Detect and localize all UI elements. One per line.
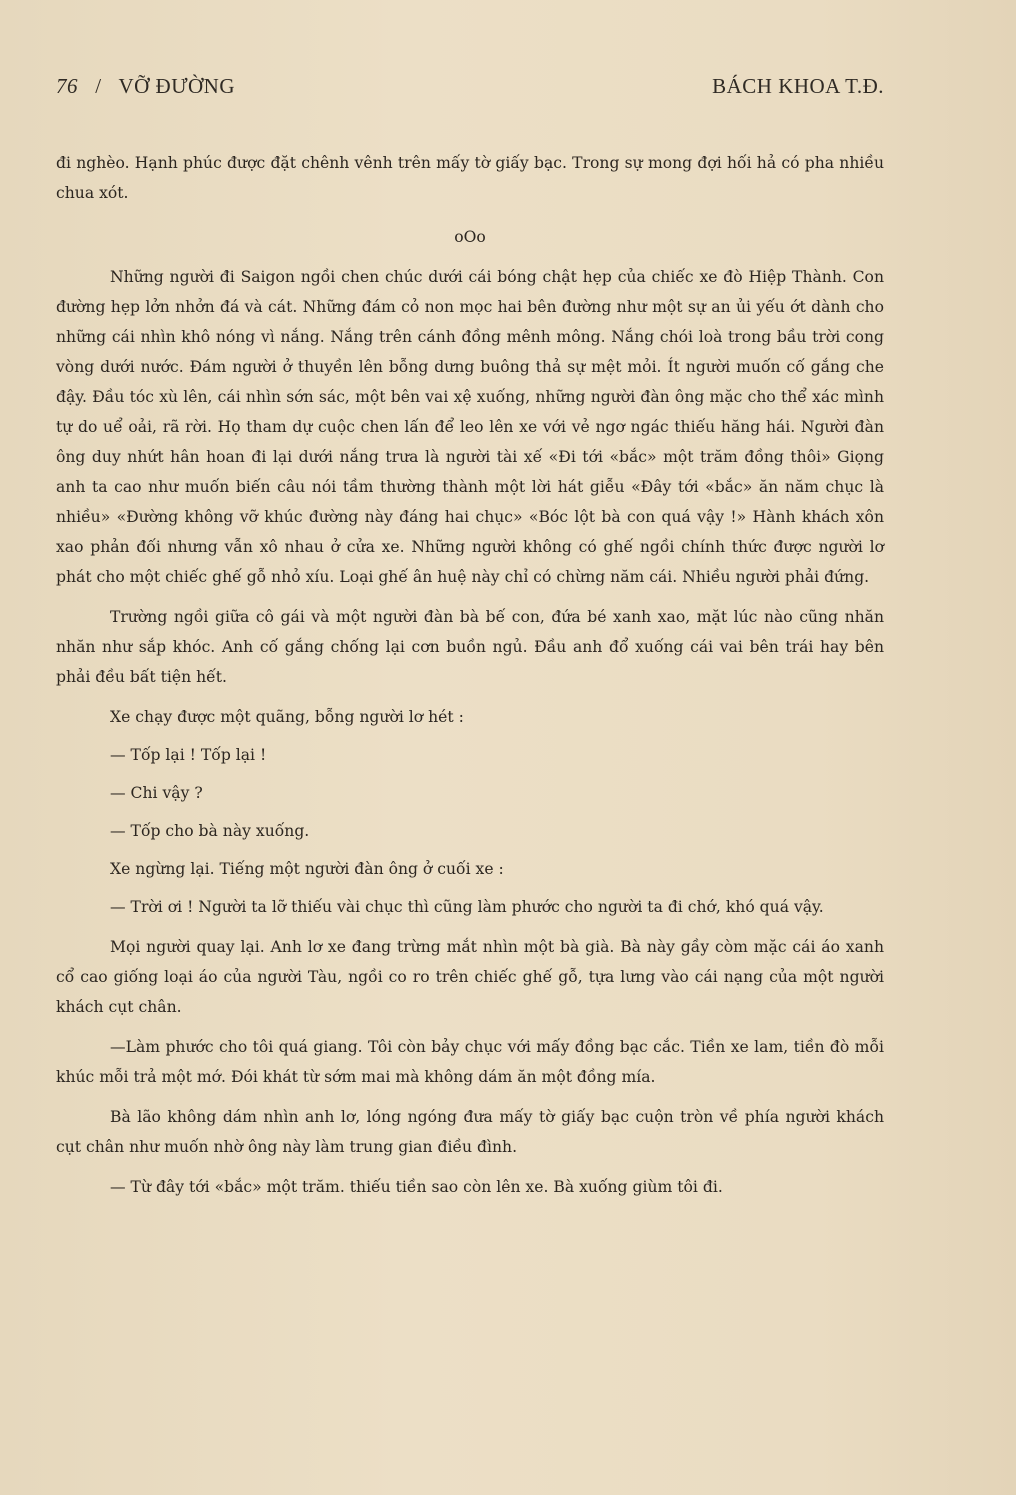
dialogue-line: — Tốp lại ! Tốp lại ! (110, 746, 267, 764)
header-left (56, 74, 235, 99)
dialogue-line: — Tốp cho bà này xuống. (110, 822, 310, 840)
paragraph: Những người đi Saigon ngồi chen chúc dưới cái bóng chật hẹp của chiếc xe đò Hiệp Thành. Con đường hẹp lởn nhởn đá và cát. Những đám cỏ non mọc hai bên đường như một sự an ủi yếu ớt dành cho những cái nhìn khô nóng vì nắng. Nắng trên cánh đồng mênh mông. Nắng chói loà trong bầu trời cong vòng dưới nước. Đám người ở thuyền lên bỗng dưng buông thả sự mệt mỏi. Ít người muốn cố gắng che đậy. Đầu tóc xù lên, cái nhìn sớn sác, một bên vai xệ xuống, những người đàn ông mặc cho thể xác mình tự do uể oải, rã rời. Họ tham dự cuộc chen lấn để leo lên xe với vẻ ngơ ngác thiếu hăng hái. Người đàn ông duy nhứt hân hoan đi lại dưới nắng trưa là người tài xế «Đi tới «bắc» một trăm đồng thôi» Giọng anh ta cao như muốn biến câu nói tầm thường thành một lời hát giễu «Đây tới «bắc» ăn năm chục là nhiều» «Đường không vỡ khúc đường này đáng hai chục» «Bóc lột bà con quá vậy !» Hành khách xôn xao phản đối nhưng vẫn xô nhau ở cửa xe. Những người không có ghế ngồi chính thức được người lơ phát cho một chiếc ghế gỗ nhỏ xíu. Loại ghế ân huệ này chỉ có chừng năm cái. Nhiều người phải đứng. (56, 268, 884, 586)
page-header (56, 74, 884, 110)
dialogue-line: —Làm phước cho tôi quá giang. Tôi còn bảy chục với mấy đồng bạc cắc. Tiền xe lam, tiền đò mỗi khúc mỗi trả một mớ. Đói khát từ sớm mai mà không dám ăn một đồng mía. (56, 1038, 884, 1086)
paragraph-continued: đi nghèo. Hạnh phúc được đặt chênh vênh trên mấy tờ giấy bạc. Trong sự mong đợi hối hả có pha nhiều chua xót. (56, 154, 884, 202)
section-separator: oOo (454, 228, 486, 246)
section-title: VỠ ĐƯỜNG (118, 74, 236, 98)
dialogue-line: — Từ đây tới «bắc» một trăm. thiếu tiền sao còn lên xe. Bà xuống giùm tôi đi. (110, 1178, 723, 1196)
paragraph: Bà lão không dám nhìn anh lơ, lóng ngóng đưa mấy tờ giấy bạc cuộn tròn về phía người khách cụt chân như muốn nhờ ông này làm trung gian điều đình. (56, 1108, 884, 1156)
publication-title: BÁCH KHOA T.Đ. (712, 74, 884, 98)
paragraph: Mọi người quay lại. Anh lơ xe đang trừng mắt nhìn một bà già. Bà này gầy còm mặc cái áo xanh cổ cao giống loại áo của người Tàu, ngồi co ro trên chiếc ghế gỗ, tựa lưng vào cái nạng của một người khách cụt chân. (56, 938, 884, 1016)
paragraph: Xe ngừng lại. Tiếng một người đàn ông ở cuối xe : (110, 860, 504, 878)
paragraph: Trường ngồi giữa cô gái và một người đàn bà bế con, đứa bé xanh xao, mặt lúc nào cũng nhăn nhăn như sắp khóc. Anh cố gắng chống lại cơn buồn ngủ. Đầu anh đổ xuống cái vai bên trái hay bên phải đều bất tiện hết. (56, 608, 884, 686)
paragraph: Xe chạy được một quãng, bỗng người lơ hét : (110, 708, 464, 726)
dialogue-line: — Chi vậy ? (110, 784, 203, 802)
dialogue-line: — Trời ơi ! Người ta lỡ thiếu vài chục thì cũng làm phước cho người ta đi chớ, khó quá vậy. (110, 898, 824, 916)
header-separator: / (95, 74, 102, 98)
page-number: 76 (56, 74, 78, 98)
page-body (56, 148, 884, 1212)
